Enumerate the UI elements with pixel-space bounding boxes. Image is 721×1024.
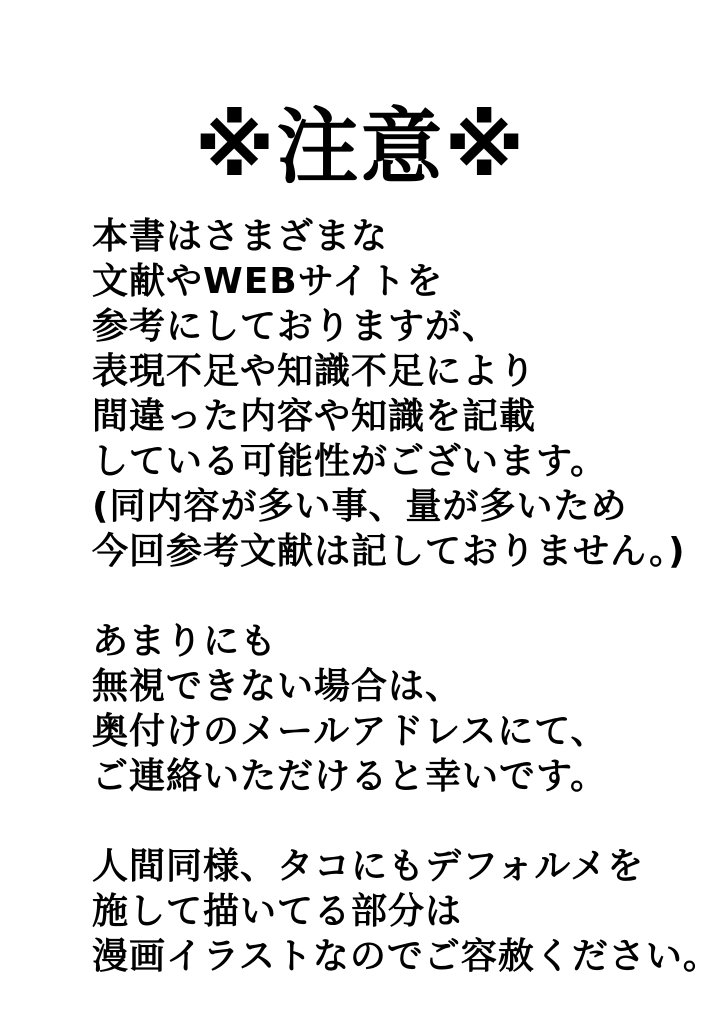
text-line: 間違った内容や知識を記載: [92, 396, 537, 437]
text-line: 表現不足や知識不足により: [92, 351, 537, 392]
text-line: 本書はさまざまな: [92, 216, 389, 257]
text-line: 施して描いてる部分は: [92, 891, 463, 932]
text-line: 今回参考文献は記しておりません。): [92, 531, 686, 572]
text-line: 無視できない場合は、: [92, 666, 463, 707]
paragraph-spacer: [92, 574, 712, 619]
text-line: 文献やWEBサイトを: [92, 261, 444, 302]
notice-body: [92, 214, 720, 979]
text-line: ご連絡いただけると幸いです。: [92, 756, 608, 797]
text-line: あまりにも: [92, 621, 278, 662]
text-line: (同内容が多い事、量が多いため: [92, 486, 628, 527]
paragraph-spacer: [92, 799, 712, 844]
text-line: 人間同様、タコにもデフォルメを: [92, 846, 645, 887]
text-line: 漫画イラストなのでご容赦ください。: [92, 936, 720, 977]
text-line: 参考にしておりますが、: [92, 306, 500, 347]
page-title: ※注意※: [194, 100, 527, 195]
text-line: している可能性がございます。: [92, 441, 608, 482]
text-line: 奥付けのメールアドレスにて、: [92, 711, 608, 752]
